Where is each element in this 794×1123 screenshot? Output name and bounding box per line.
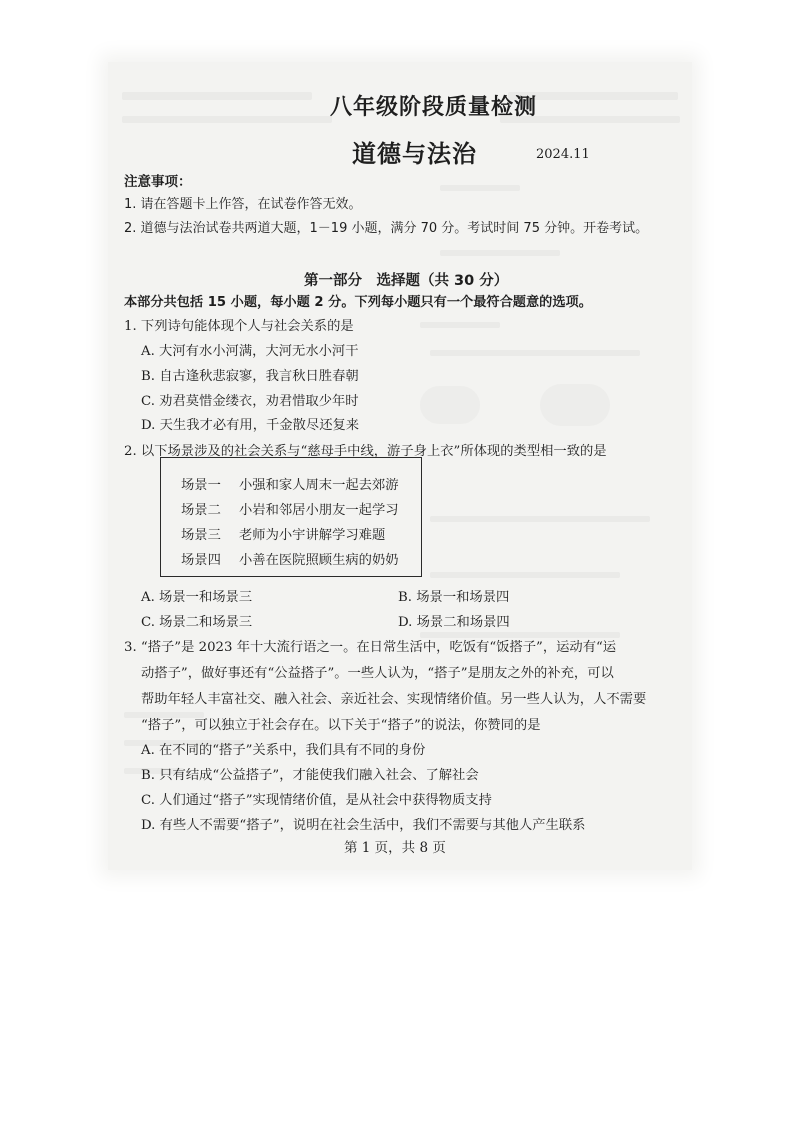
scene-label: 场景一 [181,478,221,493]
bleed-through-mark [540,384,610,426]
question-stem: 2. 以下场景涉及的社会关系与“慈母手中线，游子身上衣”所体现的类型相一致的是 [124,444,607,459]
option-d: D. 天生我才必有用，千金散尽还复来 [141,418,360,433]
bleed-through-mark [430,350,640,356]
option-c: C. 劝君莫惜金缕衣，劝君惜取少年时 [141,394,359,409]
page-number: 第 1 页，共 8 页 [344,840,446,856]
bleed-through-mark [420,322,500,328]
scene-label: 场景二 [181,503,221,518]
notice-item: 1. 请在答题卡上作答，在试卷作答无效。 [124,197,362,212]
exam-date: 2024.11 [536,147,590,162]
question-stem: 3. “搭子”是 2023 年十大流行语之一。在日常生活中，吃饭有“饭搭子”，运动有“运 [124,640,617,655]
scene-label: 场景四 [181,553,221,568]
scene-text: 小善在医院照顾生病的奶奶 [239,553,399,568]
question-stem: 1. 下列诗句能体现个人与社会关系的是 [124,319,354,334]
bleed-through-mark [440,185,520,191]
notice-item: 2. 道德与法治试卷共两道大题，1－19 小题，满分 70 分。考试时间 75 分钟。开卷考试。 [124,221,649,236]
question-stem-line: “搭子”，可以独立于社会存在。以下关于“搭子”的说法，你赞同的是 [141,718,541,733]
part-title: 第一部分 选择题（共 30 分） [304,273,509,289]
option-d: D. 有些人不需要“搭子”，说明在社会生活中，我们不需要与其他人产生联系 [141,818,586,833]
bleed-through-mark [430,516,650,522]
part-description: 本部分共包括 15 小题，每小题 2 分。下列每小题只有一个最符合题意的选项。 [124,295,592,310]
bleed-through-mark [430,572,620,578]
option-b: B. 只有结成“公益搭子”，才能使我们融入社会、了解社会 [141,768,479,783]
bleed-through-mark [122,116,332,123]
bleed-through-mark [122,92,312,100]
question-stem-line: 帮助年轻人丰富社交、融入社会、亲近社会、实现情绪价值。另一些人认为，人不需要 [141,692,647,707]
bleed-through-mark [440,250,560,256]
option-a: A. 大河有水小河满，大河无水小河干 [141,344,359,359]
subject-title: 道德与法治 [352,139,477,168]
scene-text: 小岩和邻居小朋友一起学习 [239,503,399,518]
option-d: D. 场景二和场景四 [398,615,510,630]
scene-text: 老师为小宇讲解学习难题 [239,528,386,543]
notice-heading: 注意事项： [124,174,192,190]
bleed-through-mark [420,386,480,424]
option-a: A. 场景一和场景三 [141,590,253,605]
option-b: B. 自古逢秋悲寂寥，我言秋日胜春朝 [141,369,359,384]
scene-label: 场景三 [181,528,221,543]
scene-text: 小强和家人周末一起去郊游 [239,478,399,493]
option-c: C. 人们通过“搭子”实现情绪价值，是从社会中获得物质支持 [141,793,492,808]
option-b: B. 场景一和场景四 [398,590,510,605]
exam-title: 八年级阶段质量检测 [330,94,538,120]
option-c: C. 场景二和场景三 [141,615,253,630]
option-a: A. 在不同的“搭子”关系中，我们具有不同的身份 [141,743,426,758]
question-stem-line: 动搭子”，做好事还有“公益搭子”。一些人认为，“搭子”是朋友之外的补充，可以 [141,666,614,681]
